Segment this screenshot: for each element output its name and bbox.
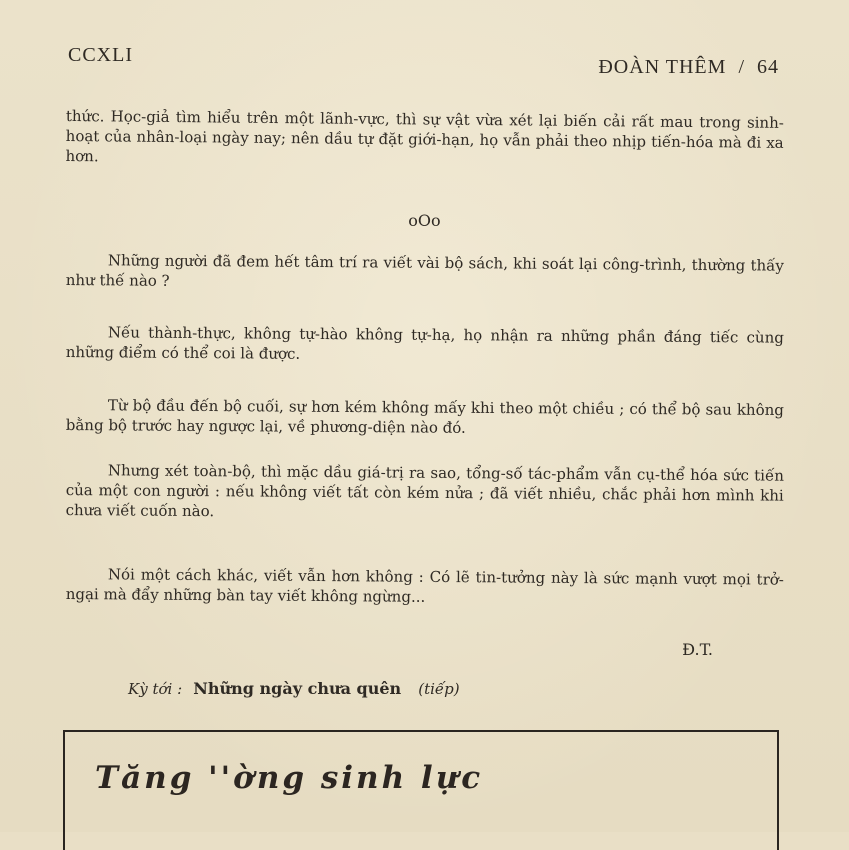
paragraph-overall: Nhưng xét toàn-bộ, thì mặc dầu giá-trị ra sao, tổng-số tác-phẩm vẫn cụ-thể hóa sức tiến của một con người : nếu không viết tất còn kém nửa ; đã viết nhiều, chắc phải hơn mình khi chưa viết cuốn nào.: [65, 461, 784, 521]
paragraph-comparison: Từ bộ đầu đến bộ cuối, sự hơn kém không mấy khi theo một chiều ; có thể bộ sau không bằng bộ trước hay ngược lại, về phương-diện nào đó.: [65, 396, 784, 437]
section-divider: oOo: [408, 211, 441, 230]
paragraph-continuation: thức. Học-giả tìm hiểu trên một lãnh-vực, thì sự vật vừa xét lại biến cải rất mau trong sinh-hoạt của nhân-loại ngày nay; nên dầu tự đặt giới-hạn, họ vẫn phải theo nhịp tiến-hóa mà đi xa hơn.: [65, 106, 784, 166]
advertisement-title: Tăng ''ờng sinh lực: [95, 760, 484, 796]
section-number: CCXLI: [68, 44, 133, 66]
page-number: 64: [757, 56, 779, 78]
author-name: ĐOÀN THÊM: [598, 56, 727, 78]
next-issue-label: Kỳ tới :: [128, 680, 183, 698]
paragraph-conclusion: Nói một cách khác, viết vẫn hơn không : Có lẽ tin-tưởng này là sức mạnh vượt mọi trở-ngại mà đẩy những bàn tay viết không ngừng...: [65, 565, 784, 606]
next-issue-title: Những ngày chưa quên: [193, 679, 402, 698]
running-header: [598, 56, 779, 79]
paragraph-sincerity: Nếu thành-thực, không tự-hào không tự-hạ, họ nhận ra những phần đáng tiếc cùng những điểm có thể coi là được.: [65, 323, 784, 363]
next-issue-continued: (tiếp): [418, 680, 460, 698]
advertisement-box: [63, 730, 779, 850]
paragraph-question: Những người đã đem hết tâm trí ra viết vài bộ sách, khi soát lại công-trình, thường thấy như thế nào ?: [65, 251, 784, 290]
author-signature: Đ.T.: [682, 640, 713, 659]
next-issue-note: [128, 679, 460, 698]
header-separator: /: [738, 56, 745, 78]
